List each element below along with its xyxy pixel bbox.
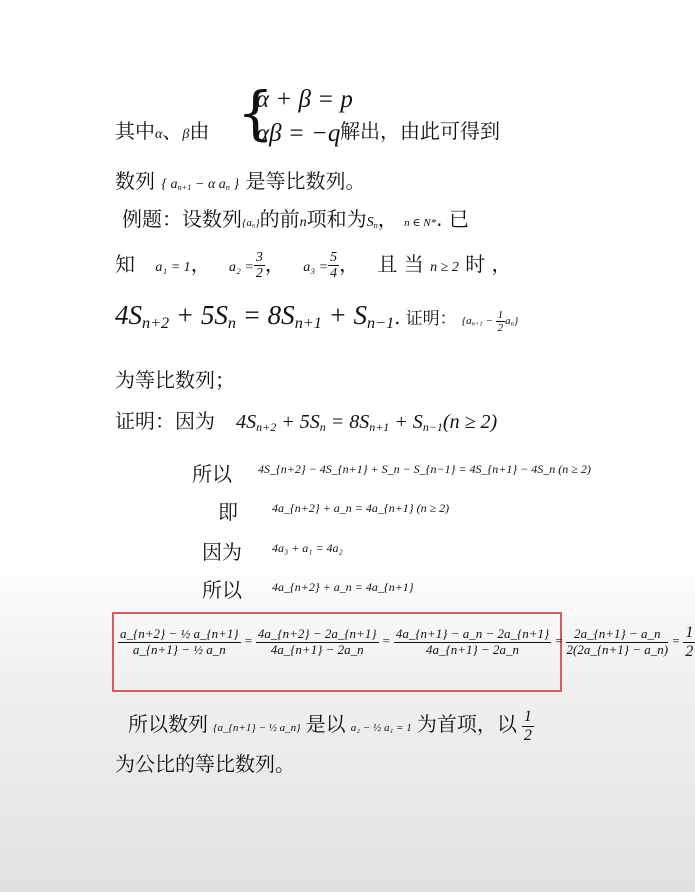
text-dun: 、 [162, 119, 183, 143]
text-ji: 即 [218, 500, 238, 524]
text-yi: . 已 [436, 207, 469, 231]
text-yinwei: 因为 [202, 540, 242, 564]
left-brace: { [237, 79, 274, 147]
text-zhi: 知 [115, 252, 135, 276]
a3-label: a₃ = [303, 260, 329, 275]
expr-11: 4a_{n+2} + a_n = 4a_{n+1} [272, 580, 414, 594]
text-qizhong: 其中 [115, 119, 155, 143]
text-sum: 项和为 [306, 207, 367, 231]
expr-10: 4a₃ + a₁ = 4a₂ [272, 541, 343, 555]
text-prove: 证明： [405, 309, 457, 329]
comma: ， [339, 252, 360, 276]
comma: ， [264, 252, 285, 276]
text-you: 由 [189, 119, 210, 143]
text-shiyi: 是以 [305, 712, 346, 736]
line-4 [115, 248, 512, 281]
line-13: 为公比的等比数列。 [115, 752, 295, 776]
system-eq-1: α + β = p [256, 86, 353, 113]
comma: ， [377, 207, 398, 231]
text-geometric: 是等比数列。 [245, 169, 366, 193]
line-3 [122, 203, 469, 232]
seq-expr: { $a_{n+1} - \alpha$ $a_n$ } [161, 177, 240, 193]
first-term: a₂ − ½ a₁ = 1 [350, 722, 412, 734]
text-example: 例题：设数列 [122, 207, 242, 231]
frac-1: $\frac{\text{a\_\{n+2\} − ½ a\_\{n+1\}}}{\text{a\_\{n+1\} − ½ a\_n}}$ [120, 626, 239, 657]
cond-n2: n ≥ 2 [430, 260, 459, 275]
text-suoyi-2: 所以 [202, 578, 242, 602]
line-2 [115, 165, 365, 194]
frac-3: $\frac{4a\_\{n+1\} - a\_n - 2a\_\{n+1\}}{4a\_\{n+1\} - 2a\_n}$ [395, 626, 550, 657]
line-7 [115, 405, 497, 435]
ratio-derivation: $\frac{\text{a\_\{n+2\} − ½ a\_\{n+1\}}}{\text{a\_\{n+1\} − ½ a\_n}}$ = $\frac{4a\_\{n+2\} - 2a\_\{n+1\}}{4a\_\{n+1\} - 2a\_n}$ = $\frac{4a\_\{n+1\} - a\_n - 2a\_\{n+1\}}{4a\_\{n+1\} - 2a\_n}$ = $\frac{2a\_\{n+1\} - a\_n}{2(2a\_\{n+1\} - a\_n)}$ = $\frac{1}{2}$ [120, 624, 694, 660]
proof-eq: $4S_{n+2} + 5S_n = 8S_{n+1} + S_{n-1}(n \ge 2)$ [236, 411, 498, 434]
text-conclusion-1: 所以数列 [128, 712, 208, 736]
comma: ， [190, 252, 211, 276]
recurrence-eq: $4S_{n+2} + 5S_n = 8S_{n+1} + S_{n-1}$ [115, 300, 395, 333]
cond-n: n ∈ N* [404, 217, 437, 229]
text-shulie: 数列 [115, 169, 155, 193]
text-qian: 的前 [259, 207, 300, 231]
text-shi: 时 ， [465, 252, 512, 276]
frac-4: $\frac{2a\_\{n+1\} - a\_n}{2(2a\_\{n+1\} - a\_n)}$ [566, 626, 669, 657]
a2-frac: $\frac{3}{2}$ [255, 249, 263, 281]
a1-value: a₁ = 1 [155, 260, 191, 275]
frac-5: $\frac{1}{2}$ [685, 624, 694, 660]
line-6: 为等比数列； [115, 368, 235, 392]
line-12 [128, 708, 534, 745]
frac-2: $\frac{4a\_\{n+2\} - 2a\_\{n+1\}}{4a\_\{n+1\} - 2a\_n}$ [257, 626, 377, 657]
a2-label: a₂ = [229, 260, 254, 275]
seq-to-prove: {$a_{n+1}$ − $\frac{1}{2}$ $a_n$} [461, 308, 519, 334]
expr-8: 4S_{n+2} − 4S_{n+1} + S_n − S_{n−1} = 4S_{n+1} − 4S_n (n ≥ 2) [258, 462, 591, 476]
seq-an: $\{a_n\}$ [242, 217, 260, 230]
line-5 [115, 300, 518, 334]
beta: β [182, 127, 190, 142]
dot: . [394, 305, 401, 329]
text-first: 为首项，以 [416, 712, 517, 736]
text-qiedang: 且 当 [377, 252, 424, 276]
text-proof-because: 证明：因为 [115, 409, 215, 433]
system-eq-2: αβ = −q [256, 120, 341, 147]
var-n: n [299, 215, 307, 230]
var-sn: $S_n$ [366, 215, 378, 231]
text-suoyi-1: 所以 [192, 462, 232, 486]
a3-frac: $\frac{5}{4}$ [330, 249, 338, 281]
alpha: α [155, 127, 163, 142]
seq-conclusion: {a_{n+1} − ½ a_n} [213, 722, 301, 734]
expr-9: 4a_{n+2} + a_n = 4a_{n+1} (n ≥ 2) [272, 501, 450, 515]
ratio-half: $\frac{1}{2}$ [523, 708, 532, 744]
line-1 [115, 115, 209, 144]
text-solve: 解出，由此可得到 [340, 119, 500, 143]
